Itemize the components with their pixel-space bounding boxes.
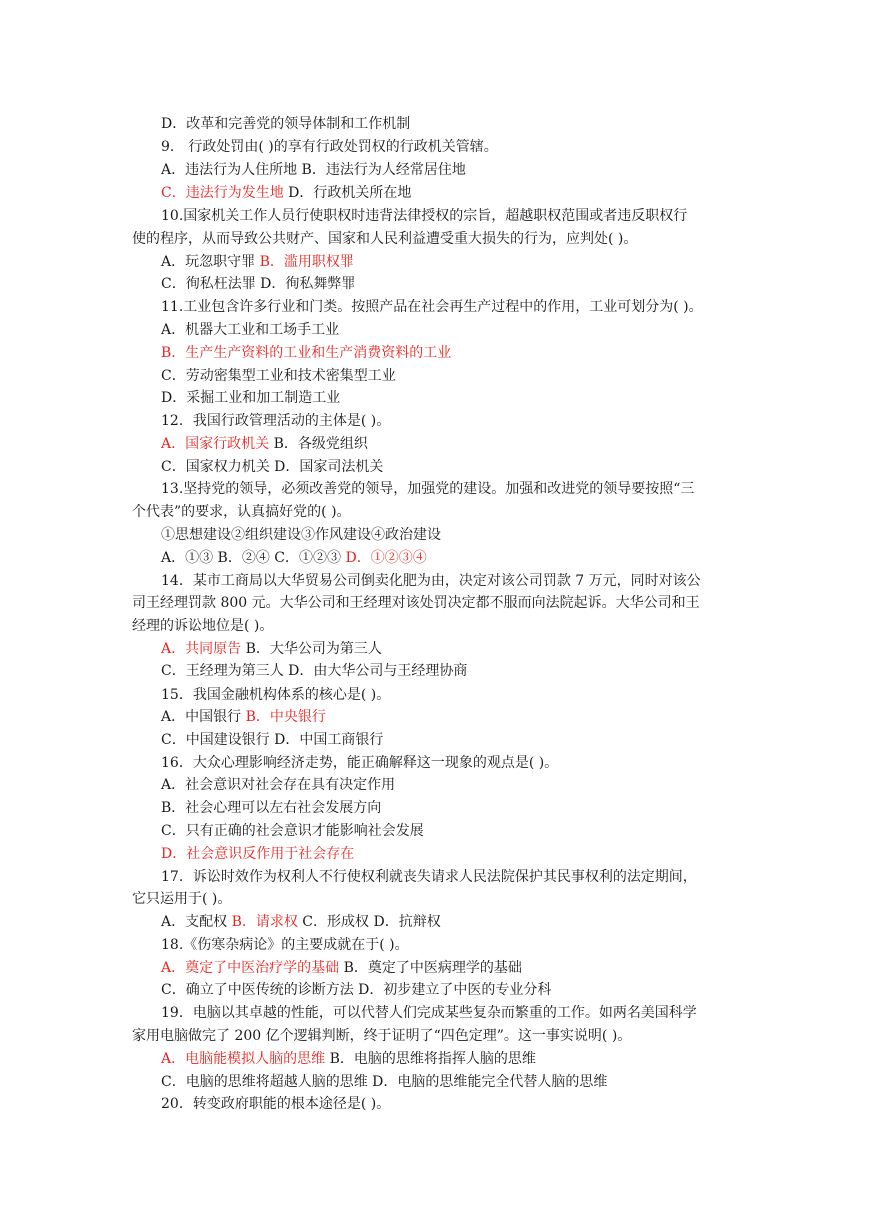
text-segment: ①思想建设②组织建设③作风建设④政治建设 — [161, 527, 441, 543]
text-segment: B．各级党组织 — [269, 436, 368, 452]
text-segment: 使的程序，从而导致公共财产、国家和人民利益遭受重大损失的行为，应判处( )。 — [132, 231, 638, 247]
text-line — [132, 592, 700, 615]
text-segment: C．王经理为第三人 D．由大华公司与王经理协商 — [161, 663, 468, 679]
answer-highlight: B．请求权 — [231, 914, 298, 930]
text-line — [161, 957, 721, 980]
text-segment: 11.工业包含许多行业和门类。按照产品在社会再生产过程中的作用，工业可划分为( )。 — [161, 299, 703, 315]
text-line — [161, 478, 721, 501]
text-line — [161, 387, 721, 410]
text-line — [132, 228, 692, 251]
text-line — [161, 660, 721, 683]
text-line — [161, 820, 721, 843]
text-segment: A．机器大工业和工场手工业 — [161, 322, 340, 338]
text-line — [161, 706, 721, 729]
text-line — [132, 1025, 692, 1048]
text-line — [161, 524, 721, 547]
text-segment: 个代表”的要求，认真搞好党的( )。 — [132, 504, 351, 520]
text-line — [161, 113, 721, 136]
answer-highlight: A．电脑能模拟人脑的思维 — [161, 1051, 326, 1067]
text-segment: 经理的诉讼地位是( )。 — [132, 618, 274, 634]
text-segment: 家用电脑做完了 200 亿个逻辑判断，终于证明了“四色定理”。这一事实说明( )。 — [132, 1028, 632, 1044]
text-segment: C．徇私枉法罪 D．徇私舞弊罪 — [161, 276, 356, 292]
text-segment: C．电脑的思维将超越人脑的思维 D．电脑的思维能完全代替人脑的思维 — [161, 1074, 608, 1090]
text-segment: A．①③ B．②④ C．①②③ — [161, 550, 346, 566]
answer-highlight: B．滥用职权罪 — [259, 254, 354, 270]
answer-highlight: B．中央银行 — [245, 709, 326, 725]
answer-highlight: A．共同原告 — [161, 641, 242, 657]
answer-highlight: D．社会意识反作用于社会存在 — [161, 846, 355, 862]
text-segment: 司王经理罚款 800 元。大华公司和王经理对该处罚决定都不服而向法院起诉。大华公司和王 — [132, 595, 700, 611]
text-segment: 16．大众心理影响经济走势，能正确解释这一现象的观点是( )。 — [161, 755, 559, 771]
text-segment: A．中国银行 — [161, 709, 246, 725]
answer-highlight: D．①②③④ — [345, 550, 427, 566]
text-line — [161, 319, 721, 342]
text-segment: 14．某市工商局以大华贸易公司倒卖化肥为由，决定对该公司罚款 7 万元，同时对该公 — [161, 573, 701, 589]
text-line — [161, 365, 721, 388]
answer-highlight: B．生产生产资料的工业和生产消费资料的工业 — [161, 345, 452, 361]
text-line — [161, 205, 721, 228]
text-segment: B．电脑的思维将指挥人脑的思维 — [325, 1051, 536, 1067]
text-segment: C．只有正确的社会意识才能影响社会发展 — [161, 823, 424, 839]
text-line — [161, 159, 721, 182]
text-line — [161, 774, 721, 797]
text-segment: A．社会意识对社会存在具有决定作用 — [161, 777, 396, 793]
text-line — [161, 684, 721, 707]
text-line — [161, 638, 721, 661]
text-segment: A．违法行为人住所地 B．违法行为人经常居住地 — [161, 162, 466, 178]
text-line — [161, 570, 721, 593]
text-line — [161, 797, 721, 820]
text-line — [161, 296, 721, 319]
text-segment: C．确立了中医传统的诊断方法 D．初步建立了中医的专业分科 — [161, 982, 552, 998]
text-segment: 19．电脑以其卓越的性能，可以代替人们完成某些复杂而繁重的工作。如两名美国科学 — [161, 1005, 697, 1021]
text-segment: C．形成权 D．抗辩权 — [297, 914, 441, 930]
text-segment: A．玩忽职守罪 — [161, 254, 260, 270]
text-line — [161, 547, 721, 570]
text-line — [132, 615, 692, 638]
text-line — [161, 182, 721, 205]
text-line — [161, 1071, 721, 1094]
text-line — [161, 456, 721, 479]
text-line — [161, 433, 721, 456]
text-segment: 12．我国行政管理活动的主体是( )。 — [161, 413, 391, 429]
text-segment: C．劳动密集型工业和技术密集型工业 — [161, 368, 396, 384]
text-segment: 10.国家机关工作人员行使职权时违背法律授权的宗旨，超越职权范围或者违反职权行 — [161, 208, 688, 224]
text-line — [161, 843, 721, 866]
text-segment: 18.《伤寒杂病论》的主要成就在于( )。 — [161, 937, 409, 953]
text-segment: B．大华公司为第三人 — [241, 641, 382, 657]
text-line — [161, 410, 721, 433]
text-segment: 15．我国金融机构体系的核心是( )。 — [161, 687, 391, 703]
text-segment: 9． 行政处罚由( )的享有行政处罚权的行政机关管辖。 — [161, 139, 498, 155]
text-line — [161, 1048, 721, 1071]
text-line — [161, 1002, 721, 1025]
text-line — [132, 501, 692, 524]
text-line — [161, 729, 721, 752]
text-line — [161, 342, 721, 365]
text-segment: 13.坚持党的领导，必须改善党的领导，加强党的建设。加强和改进党的领导要按照“三 — [161, 481, 695, 497]
text-line — [161, 866, 721, 889]
text-segment: C．中国建设银行 D．中国工商银行 — [161, 732, 384, 748]
text-line — [161, 251, 721, 274]
answer-highlight: C．违法行为发生地 — [161, 185, 284, 201]
text-line — [132, 888, 692, 911]
text-segment: C．国家权力机关 D．国家司法机关 — [161, 459, 384, 475]
text-segment: D．改革和完善党的领导体制和工作机制 — [161, 116, 411, 132]
answer-highlight: A．奠定了中医治疗学的基础 — [161, 960, 340, 976]
text-segment: 20．转变政府职能的根本途径是( )。 — [161, 1096, 391, 1112]
text-segment: B．奠定了中医病理学的基础 — [339, 960, 522, 976]
text-line — [161, 273, 721, 296]
text-segment: D．采掘工业和加工制造工业 — [161, 390, 341, 406]
text-segment: 17．诉讼时效作为权利人不行使权利就丧失请求人民法院保护其民事权利的法定期间， — [161, 869, 697, 885]
text-line — [161, 979, 721, 1002]
text-segment: B．社会心理可以左右社会发展方向 — [161, 800, 382, 816]
text-line — [161, 1093, 721, 1116]
text-line — [161, 934, 721, 957]
text-line — [161, 136, 721, 159]
text-segment: D．行政机关所在地 — [283, 185, 412, 201]
text-line — [161, 911, 721, 934]
text-segment: A．支配权 — [161, 914, 232, 930]
answer-highlight: A．国家行政机关 — [161, 436, 270, 452]
text-line — [161, 752, 721, 775]
text-segment: 它只运用于( )。 — [132, 891, 232, 907]
